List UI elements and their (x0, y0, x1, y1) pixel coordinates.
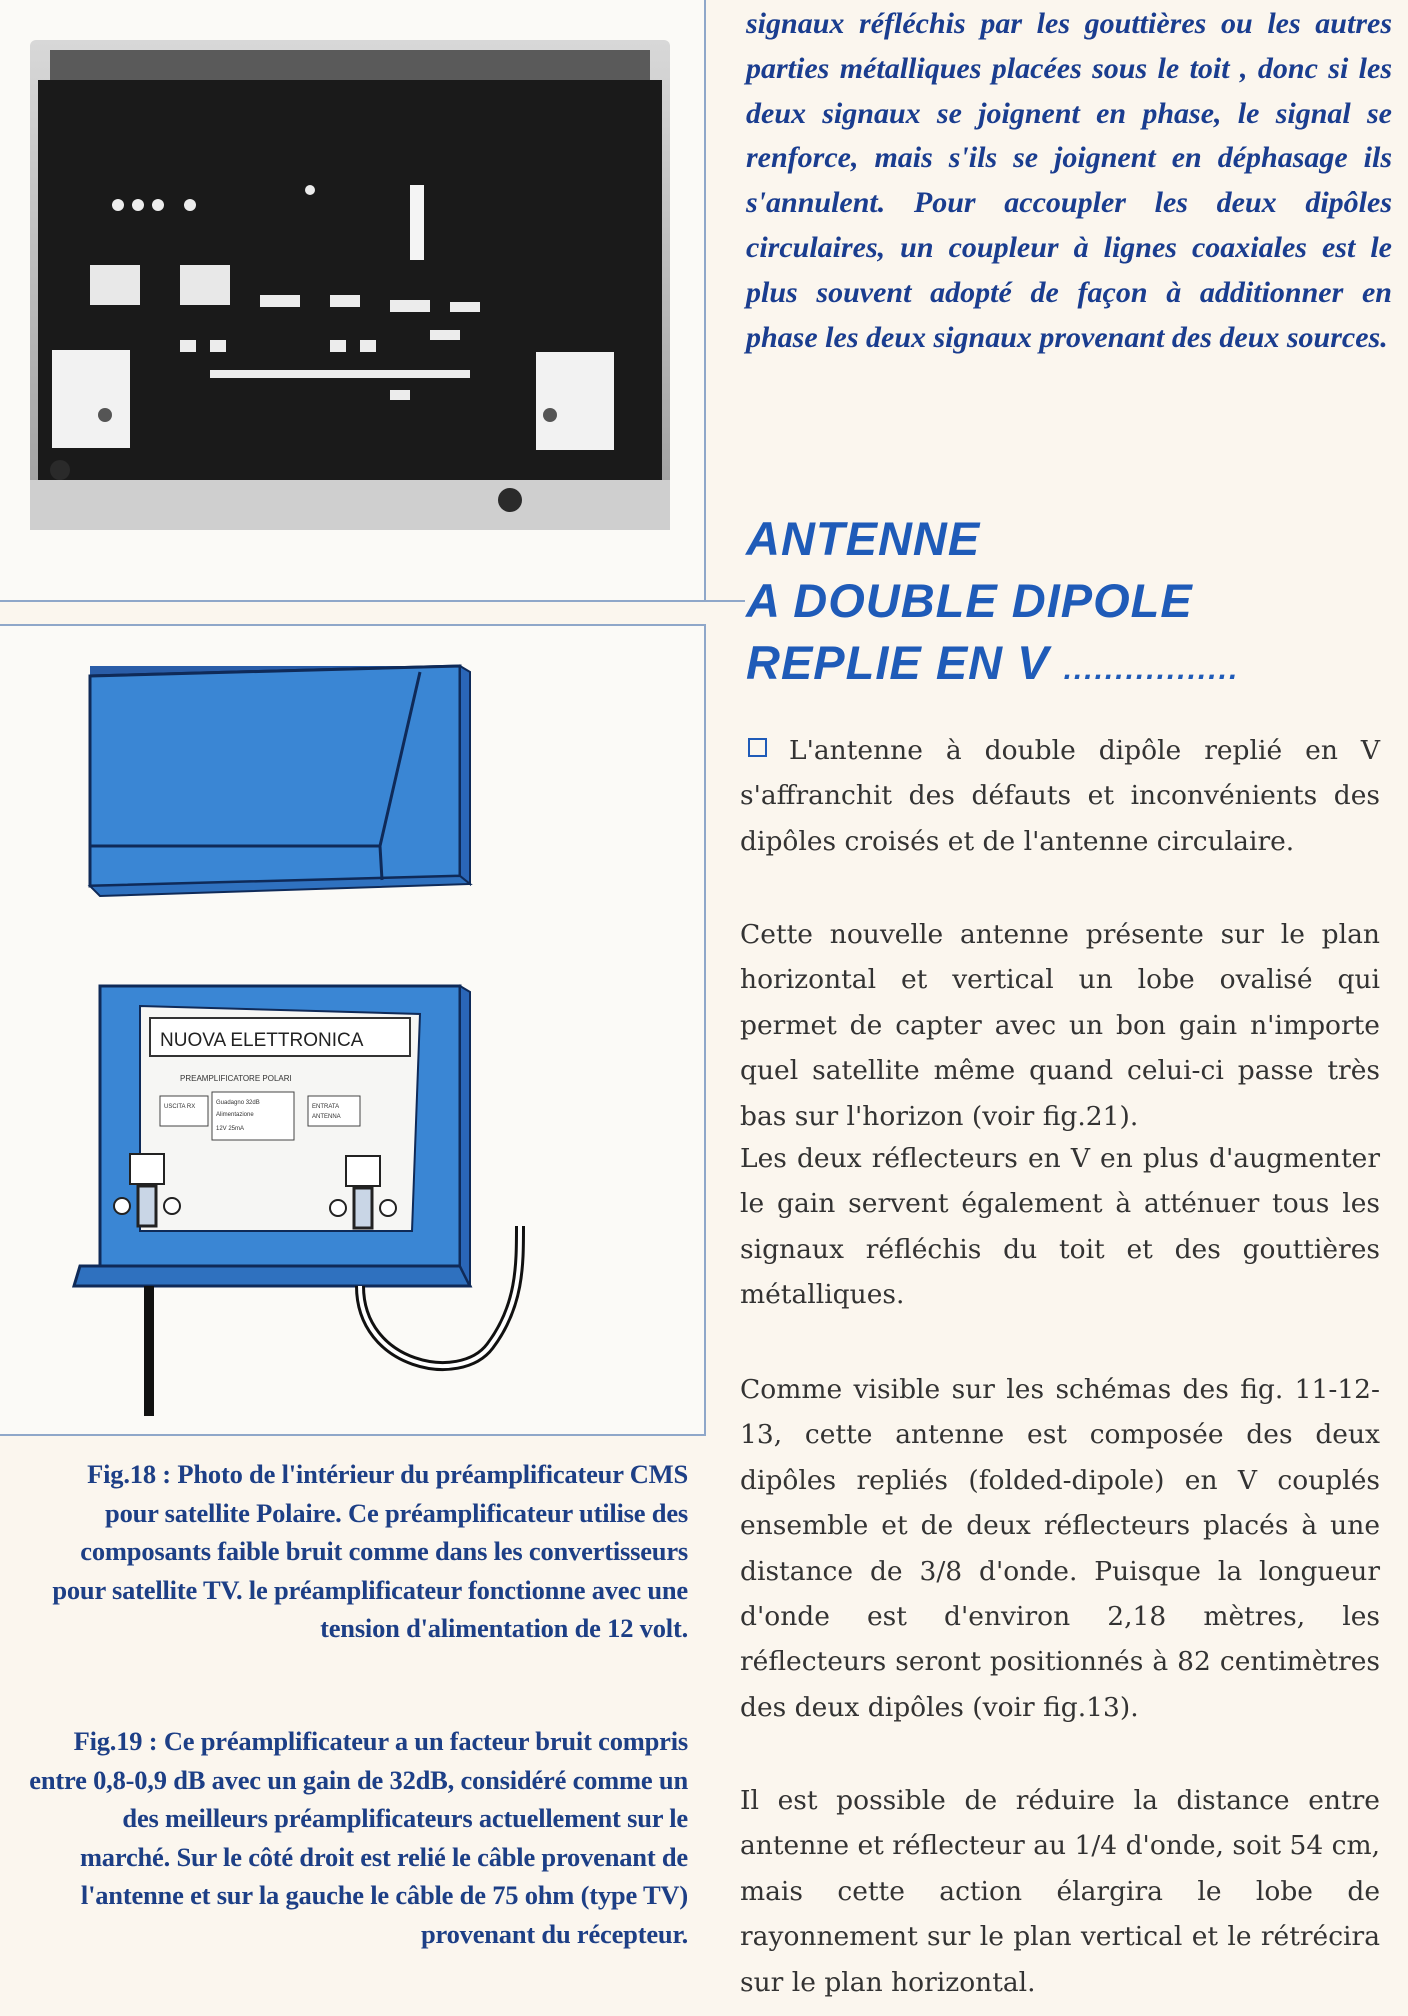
fig19-drawing-frame (0, 624, 706, 1436)
section-heading (746, 508, 1396, 701)
svg-text:12V 25mA: 12V 25mA (216, 1126, 245, 1132)
frame-divider (705, 600, 745, 602)
fig18-label: Fig.18 : (87, 1459, 171, 1489)
fig19-label: Fig.19 : (73, 1726, 158, 1756)
intro-paragraph: signaux réfléchis par les gouttières ou les autres parties métalliques placées sous le toit , donc si les deux signaux se joignent en phase, le signal se renforce, mais s'ils se joignent en déphasage ils s'annulent. Pour accoupler les deux dipôles circulaires, un coupleur à lignes coaxiales est le plus souvent adopté de façon à additionner en phase les deux signaux provenant des deux sources. (746, 7, 1392, 354)
heading-line-2: A DOUBLE DIPOLE (746, 574, 1193, 627)
fig19-text: Ce préamplificateur a un facteur bruit compris entre 0,8-0,9 dB avec un gain de 32dB, considéré comme un des meilleurs préamplificateurs actuellement sur le marché. Sur le côté droit est relié le câble provenant de l'antenne et sur la gauche le câble de 75 ohm (type TV) provenant du récepteur. (29, 1726, 688, 1949)
heading-dots: ................. (1063, 653, 1240, 686)
svg-text:ENTRATA: ENTRATA (312, 1104, 340, 1110)
svg-text:Alimentazione: Alimentazione (216, 1112, 254, 1118)
checkbox-bullet-icon (748, 738, 767, 757)
heading-line-1: ANTENNE (746, 512, 981, 565)
fig19-caption (28, 1722, 688, 1953)
heading-line-3-text: REPLIE EN V (746, 636, 1050, 689)
body-paragraph-5: Il est possible de réduire la distance entre antenne et réflecteur au 1/4 d'onde, soit 54 cm, mais cette action élargira le lobe de rayonnement sur le plan vertical et le rétrécira sur le plan horizontal. (740, 1785, 1380, 1998)
device-brand-label: NUOVA ELETTRONICA (160, 1030, 364, 1051)
pcb-photo (30, 40, 670, 530)
fig18-caption (28, 1455, 688, 1648)
body-paragraph-2: Cette nouvelle antenne présente sur le plan horizontal et vertical un lobe ovalisé qui permet de capter avec un bon gain n'importe quel satellite même quand celui-ci passe très bas sur l'horizon (voir fig.21). (740, 919, 1380, 1132)
body-paragraph-1-text: L'antenne à double dipôle replié en V s'affranchit des défauts et inconvénients des dipôles croisés et de l'antenne circulaire. (740, 735, 1380, 857)
preamp-box-drawing (60, 646, 680, 1416)
device-model-label: PREAMPLIFICATORE POLARI (180, 1074, 292, 1083)
svg-text:ANTENNA: ANTENNA (312, 1114, 341, 1120)
svg-text:USCITA RX: USCITA RX (164, 1104, 196, 1110)
svg-text:Guadagno 32dB: Guadagno 32dB (216, 1100, 260, 1106)
fig18-photo-frame (0, 0, 706, 602)
body-paragraph-4: Comme visible sur les schémas des fig. 11-12-13, cette antenne est composée des deux dipôles repliés (folded-dipole) en V couplés ensemble et de deux réflecteurs placés à une distance de 3/8 d'onde. Puisque la longueur d'onde est d'environ 2,18 mètres, les réflecteurs seront positionnés à 82 centimètres des deux dipôles (voir fig.13). (740, 1374, 1380, 1723)
fig18-text: Photo de l'intérieur du préamplificateur CMS pour satellite Polaire. Ce préamplificateur utilise des composants faible bruit comme dans les convertisseurs pour satellite TV. le préamplificateur fonctionne avec une tension d'alimentation de 12 volt. (52, 1459, 688, 1643)
body-paragraph-1 (740, 728, 1380, 864)
body-paragraph-3: Les deux réflecteurs en V en plus d'augmenter le gain servent également à atténuer tous les signaux réfléchis du toit et des gouttières métalliques. (740, 1143, 1380, 1311)
heading-line-3 (746, 632, 1396, 701)
